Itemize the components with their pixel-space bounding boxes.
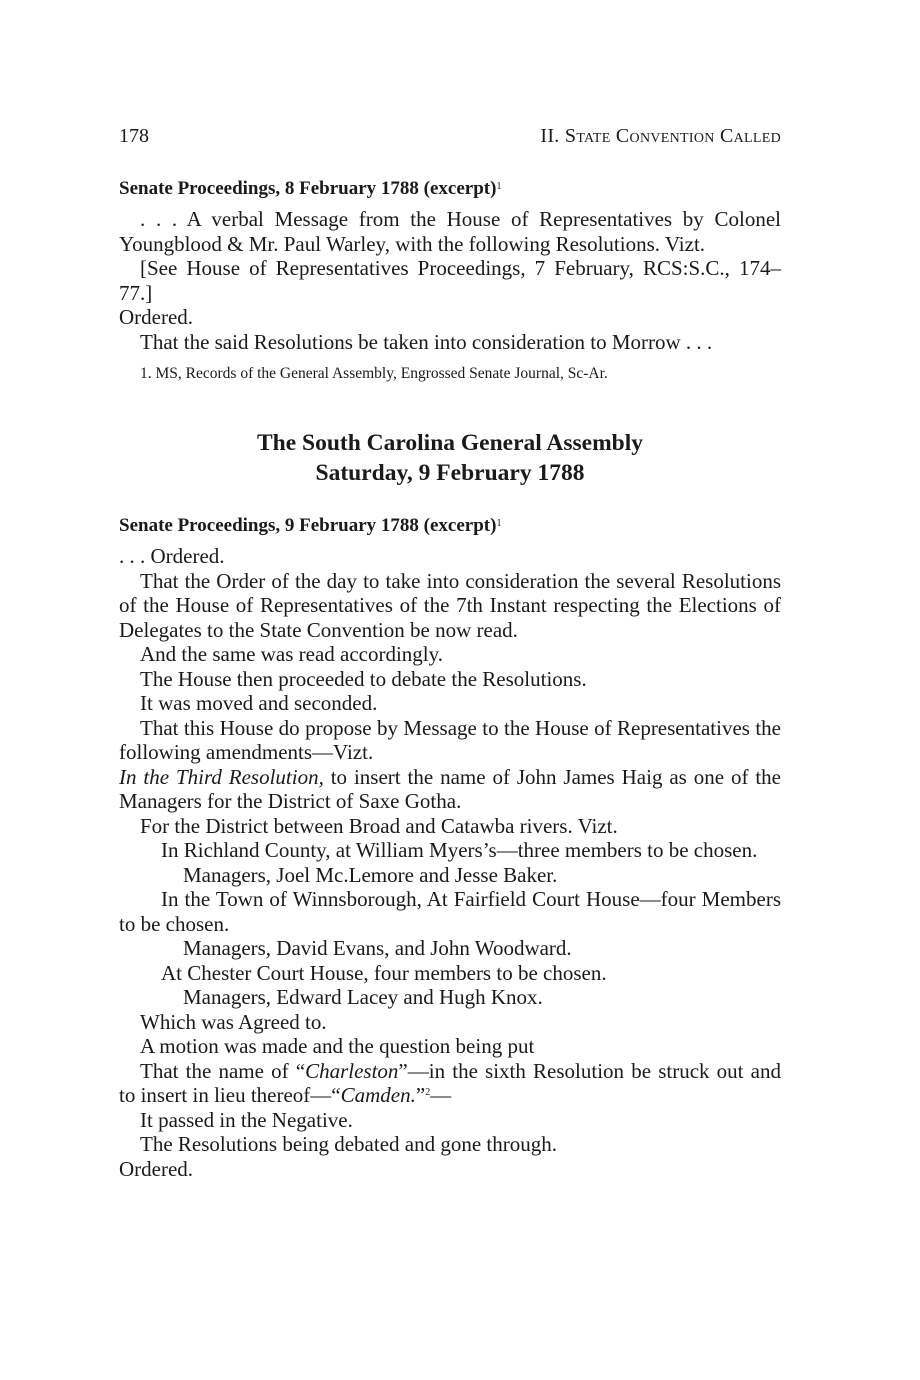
italic-text: Camden. <box>340 1083 416 1107</box>
paragraph-text: to insert the name of John James Haig as one of the Managers for the District of Saxe Gotha. <box>119 764 781 813</box>
paragraph: That this House do propose by Message to the House of Representatives the following amendments—Vizt. <box>119 715 781 764</box>
footnote-ref-1b: 1 <box>496 518 502 529</box>
paragraph-text: ”—in the sixth Resolution be struck out and to insert in lieu thereof—“ <box>119 1058 781 1107</box>
document-page <box>119 125 781 1181</box>
paragraph: . . . Ordered. <box>119 544 225 568</box>
paragraph: At Chester Court House, four members to be chosen. <box>161 960 607 985</box>
paragraph: And the same was read accordingly. <box>140 642 444 666</box>
running-head <box>119 125 781 159</box>
footnote-ref-1: 1 <box>496 181 502 192</box>
paragraph: That the Order of the day to take into consideration the several Resolutions of the House of Representatives of the 7th Instant respecting the Elections of Delegates to the State Convention be now read. <box>119 568 781 642</box>
paragraph: Managers, Edward Lacey and Hugh Knox. <box>183 985 543 1009</box>
paragraph: That the said Resolutions be taken into consideration to Morrow . . . <box>140 329 713 354</box>
paragraph: Managers, Joel Mc.Lemore and Jesse Baker. <box>183 862 558 887</box>
paragraph-text: That the name of “ <box>140 1058 306 1083</box>
paragraph: In Richland County, at William Myers’s—three members to be chosen. <box>161 838 758 862</box>
italic-text: In the Third Resolution, <box>119 764 324 789</box>
paragraph-text: ” <box>415 1083 426 1107</box>
paragraph: . . . A verbal Message from the House of Representatives by Colonel Youngblood & Mr. Paul Warley, with the following Resolutions. Vizt. <box>119 207 781 256</box>
paragraph: For the District between Broad and Catawba rivers. Vizt. <box>140 813 618 838</box>
title-line-1: The South Carolina General Assembly <box>256 430 644 456</box>
paragraph: The House then proceeded to debate the Resolutions. <box>140 666 587 691</box>
paragraph: Managers, David Evans, and John Woodward. <box>183 936 572 960</box>
paragraph: [See House of Representatives Proceedings, 7 February, RCS:S.C., 174–77.] <box>119 256 781 305</box>
section-heading-2-text: Senate Proceedings, 9 February 1788 (excerpt) <box>119 515 497 536</box>
paragraph: Ordered. <box>119 305 194 329</box>
page-title <box>119 428 781 488</box>
footnote-ref-2: 2 <box>425 1087 431 1098</box>
paragraph <box>119 1059 781 1108</box>
paragraph: It was moved and seconded. <box>140 691 378 715</box>
italic-text: Charleston <box>305 1058 399 1083</box>
paragraph: The Resolutions being debated and gone through. <box>140 1132 557 1156</box>
paragraph-text: — <box>430 1083 452 1107</box>
paragraph <box>119 765 781 814</box>
section-heading-1-text: Senate Proceedings, 8 February 1788 (excerpt) <box>119 178 497 199</box>
running-title: II. State Convention Called <box>540 125 781 147</box>
title-line-2: Saturday, 9 February 1788 <box>315 460 585 486</box>
paragraph: It passed in the Negative. <box>140 1107 353 1132</box>
page-number: 178 <box>119 125 149 147</box>
paragraph: A motion was made and the question being put <box>140 1034 535 1058</box>
section-heading-1 <box>119 177 781 201</box>
section-heading-2 <box>119 514 781 538</box>
paragraph: In the Town of Winnsborough, At Fairfield Court House—four Members to be chosen. <box>119 887 781 936</box>
paragraph: Which was Agreed to. <box>140 1009 327 1034</box>
footnote: 1. MS, Records of the General Assembly, Engrossed Senate Journal, Sc-Ar. <box>140 365 608 382</box>
paragraph: Ordered. <box>119 1156 194 1181</box>
